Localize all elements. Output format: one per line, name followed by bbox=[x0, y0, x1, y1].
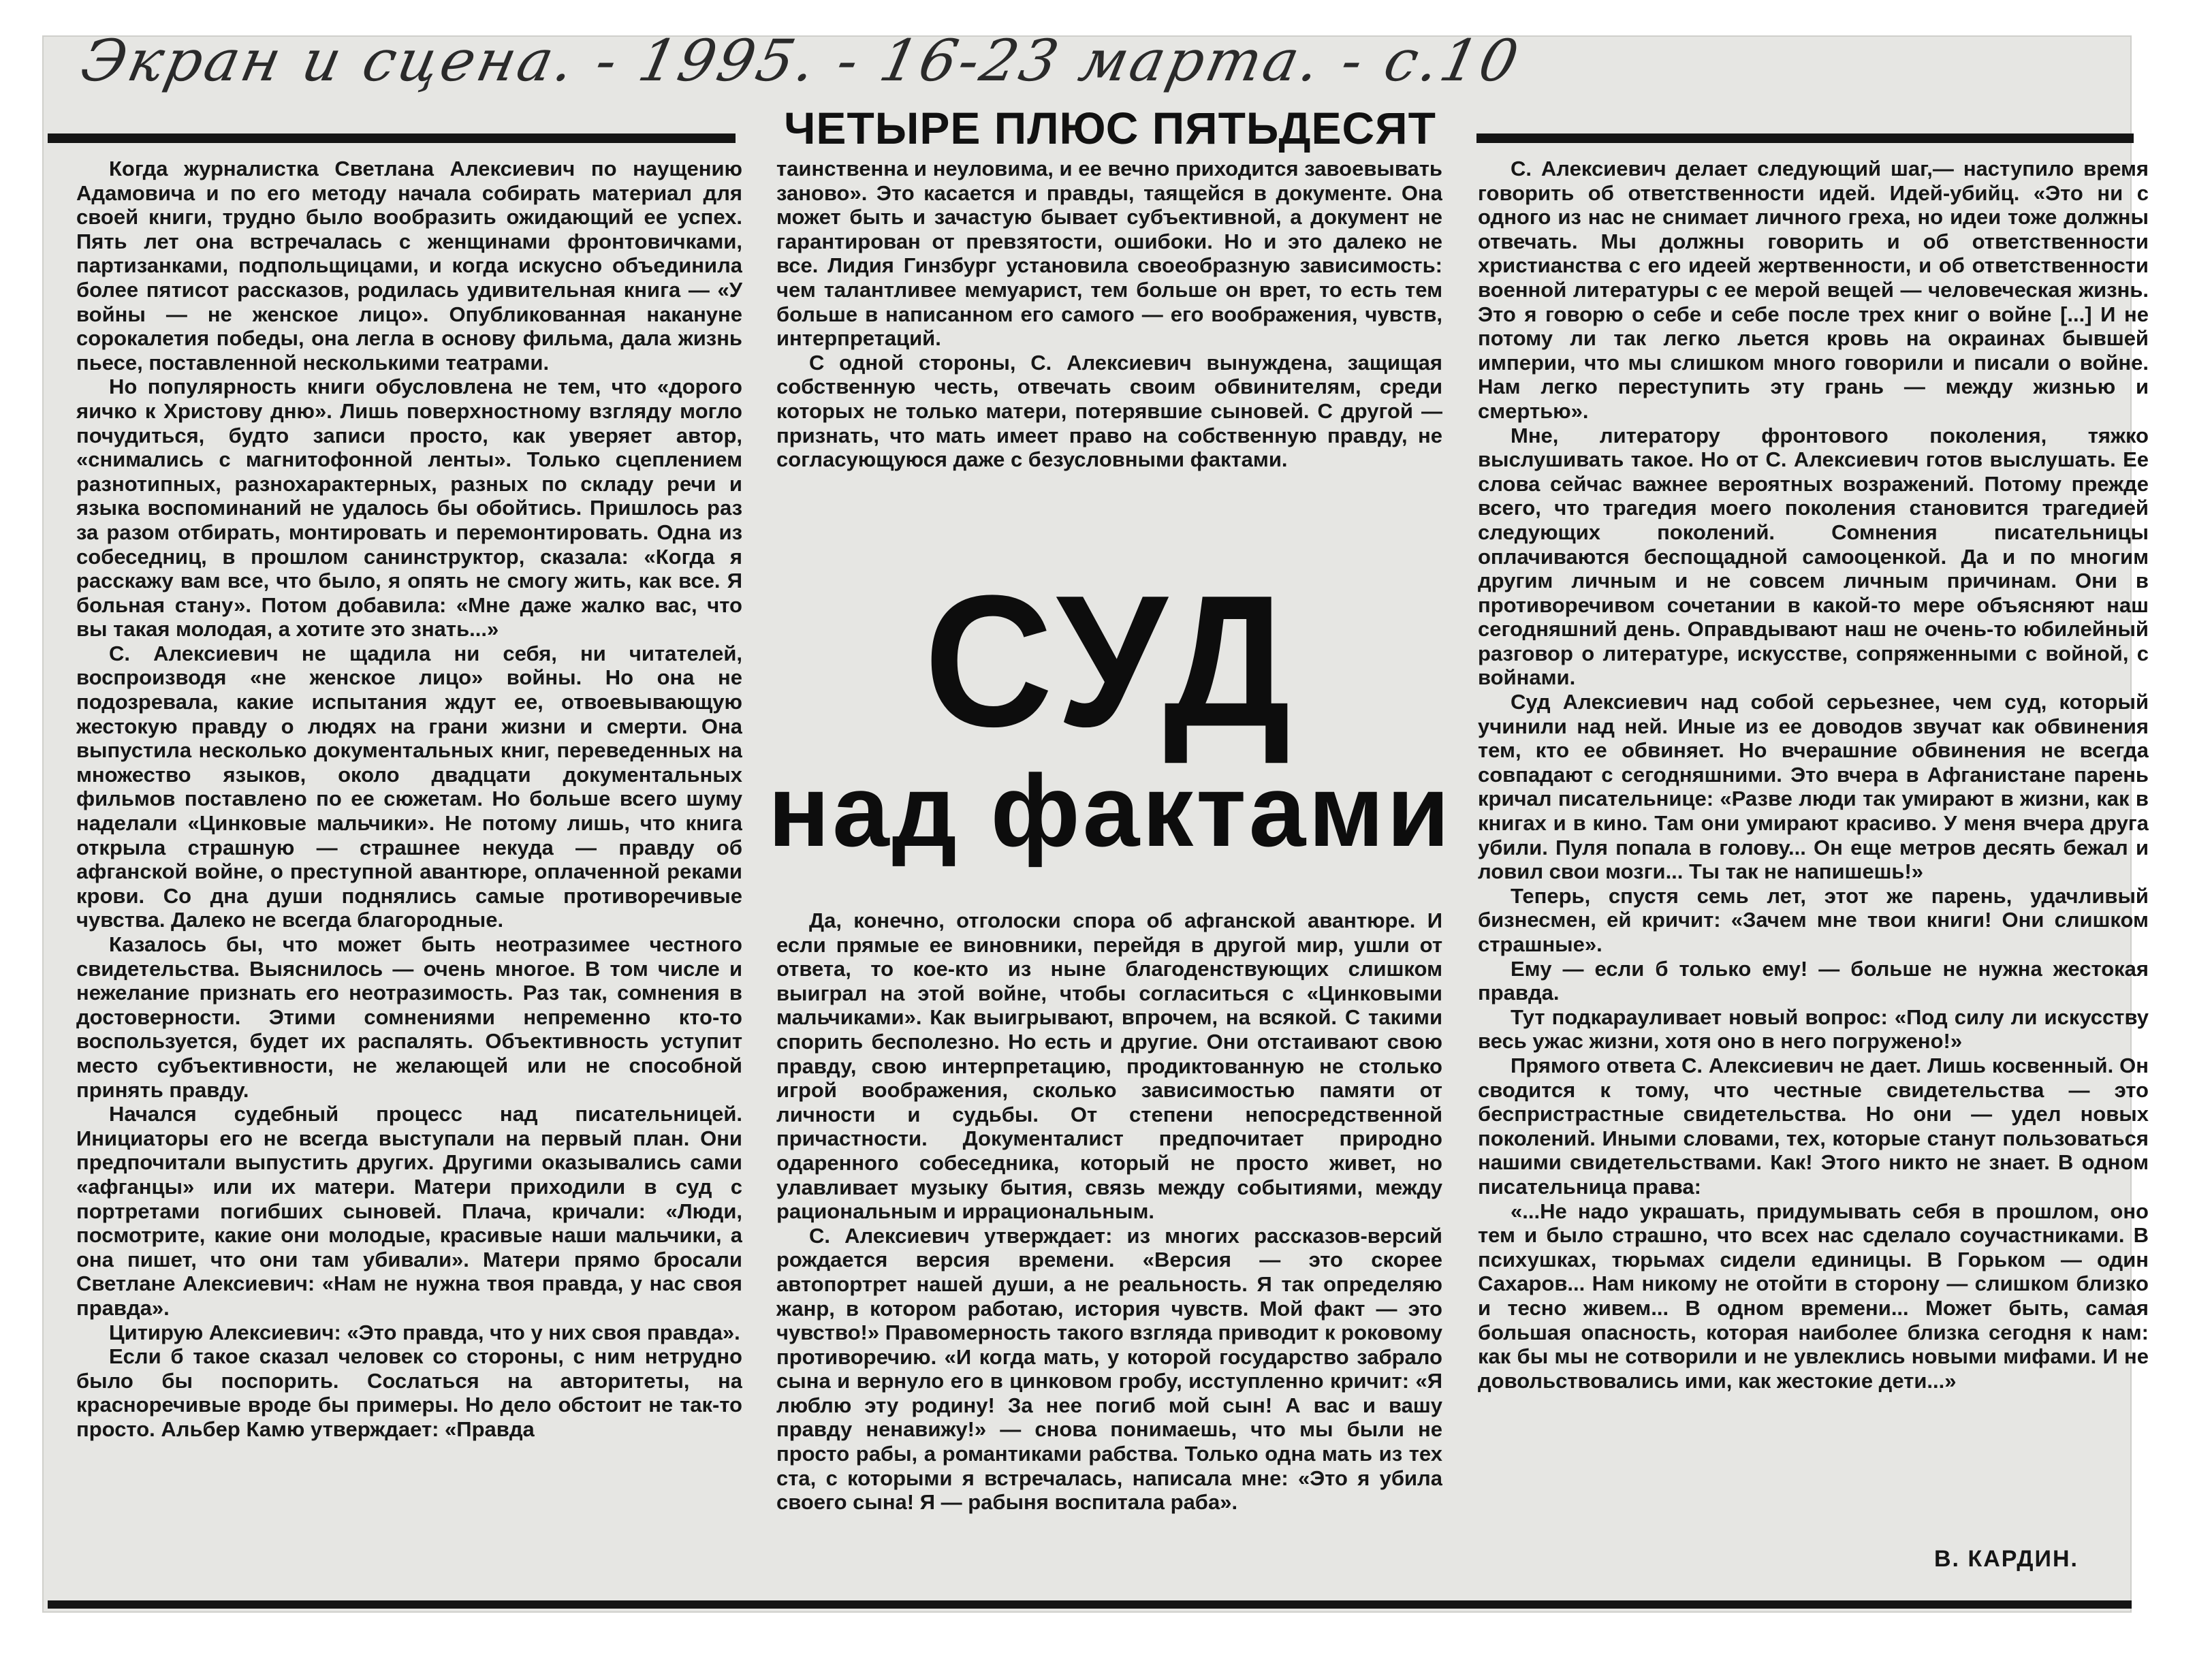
paragraph: Когда журналистка Светлана Алексиевич по наущению Адамовича и по его методу начала собирать материал для своей книги, трудно было вообразить ожидающий ее успех. Пять лет она встречалась с женщинами фронтовичками, партизанками, подпольщицами, и когда искусно объединила более пятисот рассказов, родилась удивительная книга — «У войны — не женское лицо». Опубликованная накануне сорокалетия победы, она легла в основу фильма, дала жизнь пьесе, поставленной несколькими театрами. bbox=[76, 157, 742, 375]
paragraph: таинственна и неуловима, и ее вечно приходится завоевывать заново». Это касается и правды, таящейся в документе. Она может быть и зачастую бывает субъективной, а документ не гарантирован от превзятости, ошибоки. Но и это далеко не все. Лидия Гинзбург установила своеобразную зависимость: чем талантливее мемуарист, тем больше он врет, то есть тем больше в написанном его самого — его воображения, чувств, интерпретаций. bbox=[776, 157, 1442, 351]
paragraph: Теперь, спустя семь лет, этот же парень, удачливый бизнесмен, ей кричит: «Зачем мне твои книги! Они слишком страшные». bbox=[1478, 883, 2149, 956]
top-rule-left bbox=[48, 133, 736, 143]
paragraph: Но популярность книги обусловлена не тем, что «дорого яичко к Христову дню». Лишь поверхностному взгляду могло почудиться, будто записи просто, как уверяет автор, «снимались с магнитофонной ленты». Только сцеплением разнотипных, разнохарактерных, разных по складу речи и языка воспоминаний не удалось бы обойтись. Пришлось раз за разом отбирать, монтировать и перемонтировать. Одна из собеседниц, в прошлом санинструктор, сказала: «Когда я расскажу вам все, что было, я опять не смогу жить, как все. Я больная стану». Потом добавила: «Мне даже жалко вас, что вы такая молодая, а хотите это знать...» bbox=[76, 375, 742, 642]
article-column-1 bbox=[76, 157, 742, 1587]
paragraph: Тут подкарауливает новый вопрос: «Под силу ли искусству весь ужас жизни, хотя оно в него погружено!» bbox=[1478, 1005, 2149, 1054]
paragraph: Казалось бы, что может быть неотразимее честного свидетельства. Выяснилось — очень многое. В том числе и нежелание признать его неотразимость. Раз так, сомнения в достоверности. Этими сомнениями непременно кто-то воспользуется, будет их распалять. Объективность уступит место субъективности, не желающей или не способной принять правду. bbox=[76, 932, 742, 1102]
kicker-heading: ЧЕТЫРЕ ПЛЮС ПЯТЬДЕСЯТ bbox=[784, 103, 1436, 153]
paragraph: Прямого ответа С. Алексиевич не дает. Лишь косвенный. Он сводится к тому, что честные свидетельства — это беспристрастные свидетельства. Но они — удел новых поколений. Иными словами, тех, которые станут пользоваться нашими свидетельствами. Как! Этого никто не знает. В одном писательница права: bbox=[1478, 1053, 2149, 1199]
headline-sub: над фактами bbox=[768, 753, 1453, 868]
article-column-3 bbox=[1478, 157, 2149, 1566]
paragraph: С. Алексиевич утверждает: из многих рассказов-версий рождается версия времени. «Версия — это скорее автопортрет нашей души, а не реальность. Я так определяю жанр, в котором работаю, история чувств. Мой факт — это чувство!» Правомерность такого взгляда приводит к роковому противоречию. «И когда мать, у которой государство забрало сына и вернуло его в цинковом гробу, исступленно кричит: «Я люблю эту родину! За нее погиб мой сын! А вас и вашу правду ненавижу!» — снова понимаешь, что мы были не просто рабы, а романтиками рабства. Только одна мать из тех ста, с которыми я встречалась, написала мне: «Это я убила своего сына! Я — рабыня воспитала раба». bbox=[776, 1223, 1442, 1515]
paragraph: Цитирую Алексиевич: «Это правда, что у них своя правда». bbox=[109, 1320, 740, 1344]
bottom-rule bbox=[48, 1600, 2132, 1609]
article-column-2-bottom bbox=[776, 908, 1442, 1590]
handwritten-source-note: Экран и сцена. - 1995. - 16-23 марта. - с.10 bbox=[75, 27, 1527, 94]
paragraph: Если б такое сказал человек со стороны, с ним нетрудно было бы поспорить. Сослаться на авторитеты, на красноречивые вроде бы примеры. Но дело обстоит не так-то просто. Альбер Камю утверждает: «Правда bbox=[76, 1344, 742, 1441]
top-rule-right bbox=[1476, 133, 2134, 143]
paragraph: Ему — если б только ему! — больше не нужна жестокая правда. bbox=[1478, 956, 2149, 1005]
paragraph: С одной стороны, С. Алексиевич вынуждена, защищая собственную честь, отвечать своим обвинителям, среди которых не только матери, потерявшие сыновей. С другой — признать, что мать имеет право на собственную правду, не согласующуюся даже с безусловными фактами. bbox=[776, 350, 1442, 472]
paragraph: Мне, литератору фронтового поколения, тяжко выслушивать такое. Но от С. Алексиевич готов выслушать. Ее слова сейчас важнее вероятных возражений. Потому прежде всего, что трагедия моего поколения становится трагедией следующих поколений. Сомнения писательницы оплачиваются беспощадной самооценкой. Да и по многим другим личным и не совсем личным причинам. Они в противоречивом сочетании в какой-то мере объясняют наш сегодняшний день. Оправдывают наш не очень-то юбилейный разговор о литературе, искусстве, сопряженными с войной, с войнами. bbox=[1478, 423, 2149, 690]
paragraph: Суд Алексиевич над собой серьезнее, чем суд, который учинили над ней. Иные из ее доводов звучат как обвинения тем, кто ее обвиняет. Но вчерашние обвинения не всегда совпадают с сегодняшними. Это вчера в Афганистане парень кричал писательнице: «Разве люди так умирают в жизни, как в книгах и в кино. Там они умирают красиво. У меня вчера друга убили. Пуля попала в голову... Он еще метров десять бежал и ловил свои мозги... Ты так не напишешь!» bbox=[1478, 690, 2149, 884]
paragraph: Да, конечно, отголоски спора об афганской авантюре. И если прямые ее виновники, перейдя в другой мир, ушли от ответа, то кое-кто из ныне благоденствующих слишком выиграл на этой войне, чтобы согласиться с «Цинковыми мальчиками». Как выигрывают, впрочем, на всякой. С такими спорить бесполезно. Но есть и другие. Они отстаивают свою правду, свою интерпретацию, продиктованную не столько игрой воображения, сколько зависимостью памяти от личности и судьбы. От степени непосредственной причастности. Документалист предпочитает природно одаренного собеседника, который не просто живет, но улавливает музыку бытия, связь между событиями, между рациональным и иррациональным. bbox=[776, 908, 1442, 1224]
paragraph: С. Алексиевич делает следующий шаг,— наступило время говорить об ответственности идей. Идей-убийц. «Это ни с одного из нас не снимает личного греха, но идеи тоже должны отвечать. Мы должны говорить и об ответственности христианства с его идеей жертвенности, и об ответственности военной литературы с ее мерой вещей — человеческая жизнь. Это я говорю о себе и себе после трех книг о войне [...] И не потому ли так легко льется кровь на окраинах бывшей империи, что мы слишком много говорили и писали о войне. Нам легко переступить эту грань — между жизнью и смертью». bbox=[1478, 157, 2149, 423]
article-column-2-top bbox=[776, 157, 1442, 565]
paragraph: С. Алексиевич не щадила ни себя, ни читателей, воспроизводя «не женское лицо» войны. Но она не подозревала, какие испытания ждут ее, отвоевывающую жестокую правду о людях на грани жизни и смерти. Она выпустила несколько документальных книг, переведенных на множество языков, около двадцати документальных фильмов поставлено по ее сюжетам. Но больше всего шуму наделали «Цинковые мальчики». Не потому лишь, что книга открыла страшную — страшнее некуда — правду об афганской войне, о преступной авантюре, оплаченной реками крови. Со дна души поднялись самые противоречивые чувства. Далеко не всегда благородные. bbox=[76, 641, 742, 932]
headline-main: СУД bbox=[923, 556, 1297, 766]
paragraph: «...Не надо украшать, придумывать себя в прошлом, оно тем и было страшно, что всех нас сделало соучастниками. В психушках, тюрьмах сидели единицы. В Горьком — один Сахаров... Нам никому не отойти в сторону — слишком близко и тесно живем... В одном времени... Может быть, самая большая опасность, которая наиболее близка сегодня к нам: как бы мы не сотворили и не увлеклись новыми мифами. И не довольствовались ими, как жестокие дети...» bbox=[1478, 1199, 2149, 1393]
paragraph: Начался судебный процесс над писательницей. Инициаторы его не всегда выступали на первый план. Они предпочитали выпустить других. Другими оказывались сами «афганцы» или их матери. Матери приходили в суд с портретами погибших сыновей. Плача, кричали: «Люди, посмотрите, какие они молодые, красивые наши мальчики, а она пишет, что они там убивали». Матери прямо бросали Светлане Алексиевич: «Нам не нужна твоя правда, у нас своя правда». bbox=[76, 1102, 742, 1320]
author-signature: В. КАРДИН. bbox=[1934, 1546, 2079, 1572]
